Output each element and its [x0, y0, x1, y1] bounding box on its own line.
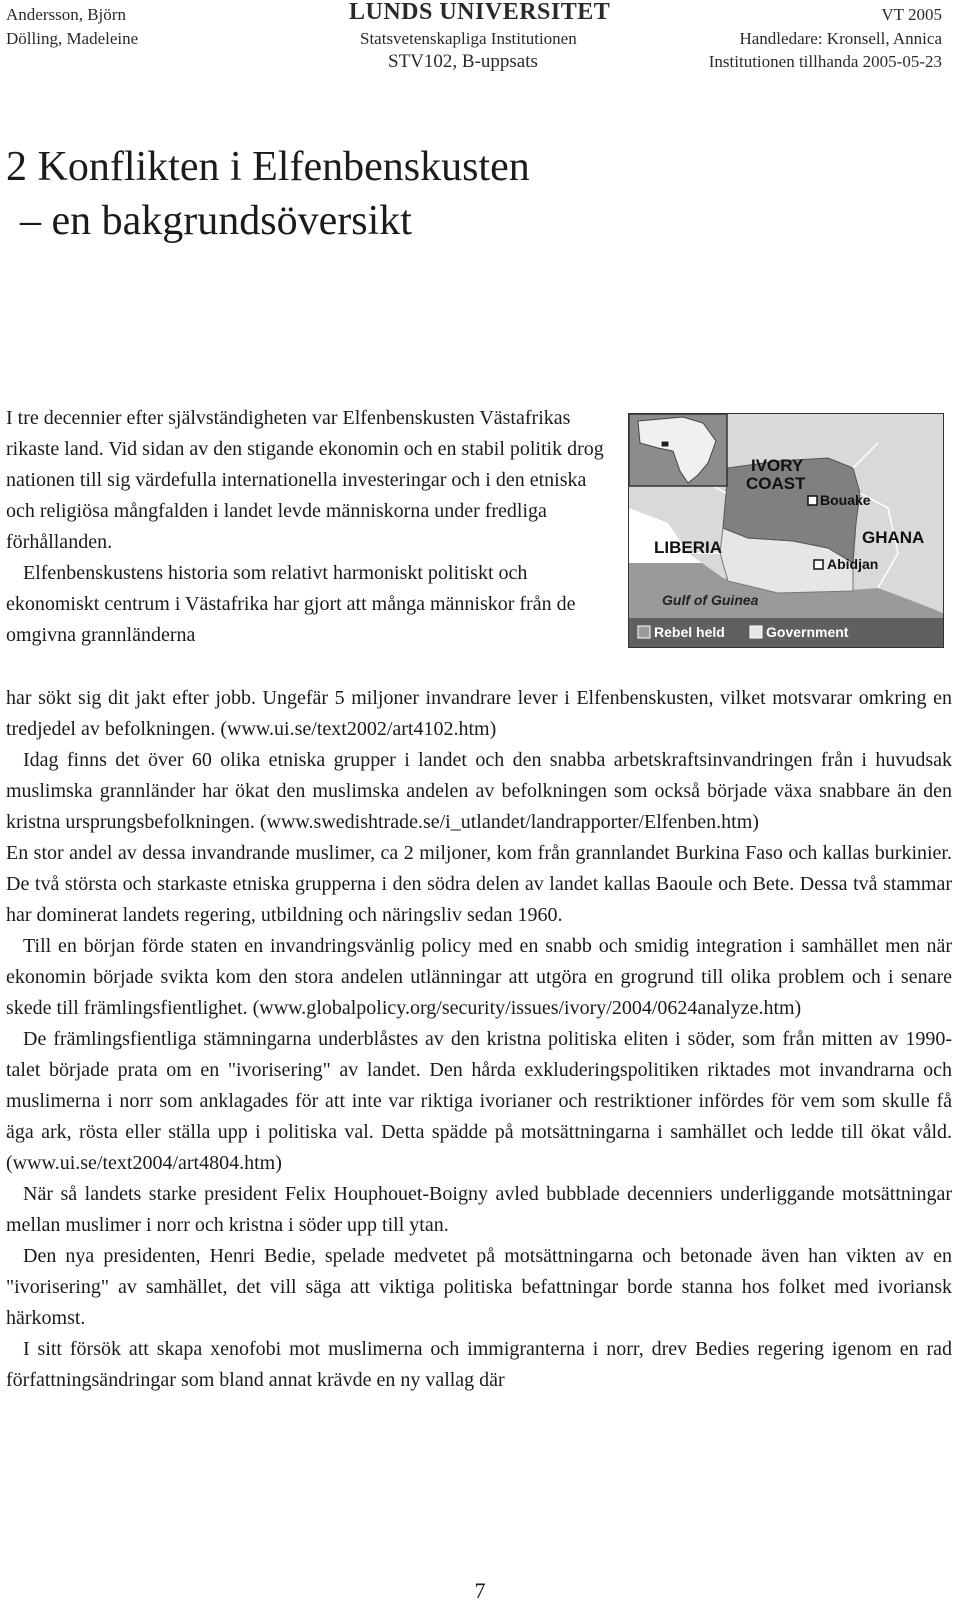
bouake-marker: [808, 496, 817, 505]
body-text: [6, 683, 952, 1396]
paragraph-6: De främlingsfientliga stämningarna underblåstes av den kristna politiska eliten i söder, som från mitten av 1990-talet började prata om en "ivorisering" av landet. Den hårda exkluderingspolitiken riktades mot invandrarna och muslimerna i norr som anklagades för att inte var riktiga ivorianer och restriktioner infördes för vem som skulle få äga ark, rösta eller ställa upp i politiska val. Detta spädde på motsättningarna i samhället och ledde till ökat våld.(www.ui.se/text2004/art4804.htm): [6, 1028, 952, 1174]
author-2: Dölling, Madeleine: [6, 29, 139, 48]
paragraph-7: När så landets starke president Felix Houphouet-Boigny avled bubblade decenniers underliggande motsättningar mellan muslimer i norr och kristna i söder upp till ytan.: [6, 1183, 952, 1236]
page-header: [0, 0, 960, 80]
label-ivory-coast-2: COAST: [746, 474, 806, 493]
inset-marker: [661, 441, 669, 447]
label-ivory-coast: IVORY: [751, 456, 804, 475]
label-bouake: Bouake: [820, 492, 871, 508]
label-gulf: Gulf of Guinea: [662, 592, 759, 608]
legend-rebel-label: Rebel held: [654, 624, 725, 640]
legend-government-label: Government: [766, 624, 849, 640]
paragraph-5: Till en början förde staten en invandringsvänlig policy med en snabb och smidig integration i samhället men när ekonomin började svikta kom den stora andelen utlänningar att utgöra en grogrund till olika problem och i senare skede till främlingsfientlighet. (www.globalpolicy.org/security/issues/ivory/2004/0624analyze.htm): [6, 935, 952, 1019]
paragraph-8: Den nya presidenten, Henri Bedie, spelade medvetet på motsättningarna och betonade även han vikten av en "ivorisering" av samhället, det vill säga att viktiga politiska befattningar borde stanna hos folket med ivoriansk härkomst.: [6, 1245, 952, 1329]
paragraph-9: I sitt försök att skapa xenofobi mot muslimerna och immigranterna i norr, drev Bedies regering igenom en rad författningsändringar som bland annat krävde en ny vallag där: [6, 1338, 952, 1391]
legend-government-swatch: [750, 626, 762, 638]
section-title: [6, 140, 530, 248]
legend-rebel-swatch: [638, 626, 650, 638]
label-liberia: LIBERIA: [654, 538, 722, 557]
semester: VT 2005: [881, 5, 942, 24]
section-title-line-1: 2 Konflikten i Elfenbenskusten: [6, 144, 530, 190]
section-title-line-2: – en bakgrundsöversikt: [20, 198, 412, 244]
course-code: STV102, B-uppsats: [388, 51, 538, 72]
submission-date: Institutionen tillhanda 2005-05-23: [708, 52, 942, 71]
page-number: 7: [474, 1578, 486, 1603]
paragraph-4: En stor andel av dessa invandrande muslimer, ca 2 miljoner, kom från grannlandet Burkina Faso och kallas burkinier. De två största och starkaste etniska grupperna i den södra delen av landet kallas Baoule och Bete. Dessa två stammar har dominerat landets regering, utbildning och näringsliv sedan 1960.: [6, 842, 952, 926]
intro-text: [6, 403, 606, 651]
label-abidjan: Abidjan: [827, 556, 879, 572]
paragraph-2-start: Elfenbenskustens historia som relativt harmoniskt politiskt och ekonomiskt centrum i Västafrika har gjort att många människor från de omgivna grannländerna: [6, 562, 576, 646]
ivory-coast-map: [628, 413, 944, 648]
label-ghana: GHANA: [862, 528, 925, 547]
paragraph-1: I tre decennier efter självständigheten var Elfenbenskusten Västafrikas rikaste land. Vid sidan av den stigande ekonomin och en stabil politik drog nationen till sig värdefulla internationella investeringar och i den etniska och religiösa mångfalden i landet levde människorna under fredliga förhållanden.: [6, 407, 604, 553]
paragraph-3: Idag finns det över 60 olika etniska grupper i landet och den snabba arbetskraftsinvandringen från i huvudsak muslimska grannländer har ökat den muslimska andelen av befolkningen som också började växa snabbare än den kristna ursprungsbefolkningen. (www.swedishtrade.se/i_utlandet/landrapporter/Elfenben.htm): [6, 749, 952, 833]
paragraph-2-cont: har sökt sig dit jakt efter jobb. Ungefär 5 miljoner invandrare lever i Elfenbenskusten, vilket motsvarar omkring en tredjedel av befolkningen. (www.ui.se/text2002/art4102.htm): [6, 687, 952, 740]
supervisor: Handledare: Kronsell, Annica: [739, 29, 942, 48]
abidjan-marker: [814, 560, 823, 569]
author-1: Andersson, Björn: [6, 5, 126, 24]
department-name: Statsvetenskapliga Institutionen: [360, 29, 577, 48]
university-name: LUNDS UNIVERSITET: [349, 0, 611, 25]
